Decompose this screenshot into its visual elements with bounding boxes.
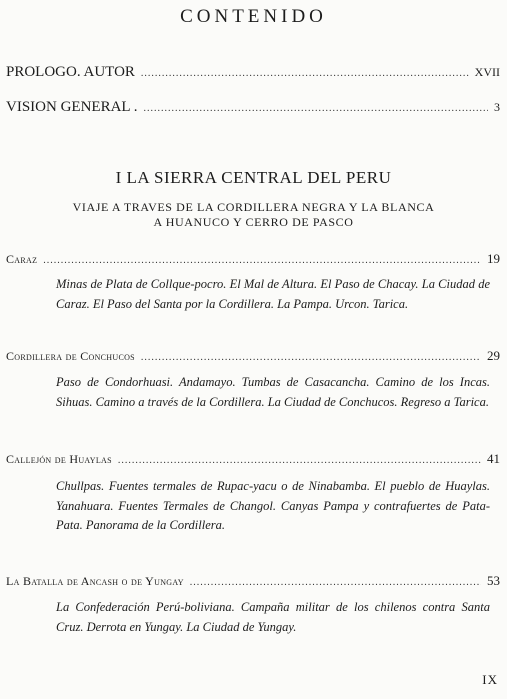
- chapter-summary: Chullpas. Fuentes termales de Rupac-yacu o de Ninabamba. El pueblo de Huaylas. Yanahuara. Fuentes Termales de Changol. Canyas Pampa y contrafuertes de Pata-Pata. Panorama de la Cordillera.: [56, 479, 490, 532]
- chapter-summary: Paso de Condorhuasi. Andamayo. Tumbas de Casacancha. Camino de los Incas. Sihuas. Camino a través de la Cordillera. La Ciudad de Conchucos. Regreso a Tarica.: [56, 375, 490, 409]
- page-number: IX: [482, 672, 498, 687]
- toc-entry-yungay[interactable]: [6, 573, 500, 589]
- section-heading: I LA SIERRA CENTRAL DEL PERU: [115, 168, 392, 187]
- dot-leader: [141, 352, 481, 363]
- toc-entry-label: VISION GENERAL .: [6, 99, 138, 115]
- chapter-summary: Minas de Plata de Collque-pocro. El Mal de Altura. El Paso de Chacay. La Ciudad de Caraz. El Paso del Santa por la Cordillera. La Pampa. Urcon. Tarica.: [56, 277, 490, 311]
- chapter-summary: La Confederación Perú-boliviana. Campaña militar de los chilenos contra Santa Cruz. Derrota en Yungay. La Ciudad de Yungay.: [56, 600, 490, 634]
- dot-leader: [144, 103, 488, 114]
- toc-entry-label: Callejón de Huaylas: [6, 452, 112, 466]
- toc-entry-huaylas[interactable]: [6, 451, 500, 467]
- toc-entry-page: 53: [487, 573, 500, 588]
- toc-entry-page: 41: [487, 451, 500, 466]
- toc-entry-page: 29: [487, 348, 500, 363]
- toc-entry-prologo[interactable]: [6, 64, 500, 81]
- dot-leader: [190, 577, 481, 588]
- toc-entry-conchucos[interactable]: [6, 348, 500, 364]
- toc-entry-vision-general[interactable]: [6, 99, 500, 116]
- toc-entry-label: La Batalla de Ancash o de Yungay: [6, 574, 184, 588]
- toc-entry-caraz[interactable]: [6, 251, 500, 267]
- section-subtitle: A HUANUCO Y CERRO DE PASCO: [153, 215, 354, 229]
- dot-leader: [118, 455, 481, 466]
- toc-entry-label: Cordillera de Conchucos: [6, 349, 135, 363]
- toc-entry-label: Caraz: [6, 252, 38, 266]
- toc-entry-page: 19: [487, 251, 500, 266]
- dot-leader: [141, 68, 469, 79]
- toc-entry-page: 3: [494, 100, 500, 114]
- dot-leader: [43, 255, 481, 266]
- section-subtitle: VIAJE A TRAVES DE LA CORDILLERA NEGRA Y LA BLANCA: [72, 200, 435, 214]
- page-title: CONTENIDO: [180, 6, 327, 27]
- toc-entry-page: XVII: [474, 65, 500, 79]
- toc-entry-label: PROLOGO. AUTOR: [6, 64, 135, 80]
